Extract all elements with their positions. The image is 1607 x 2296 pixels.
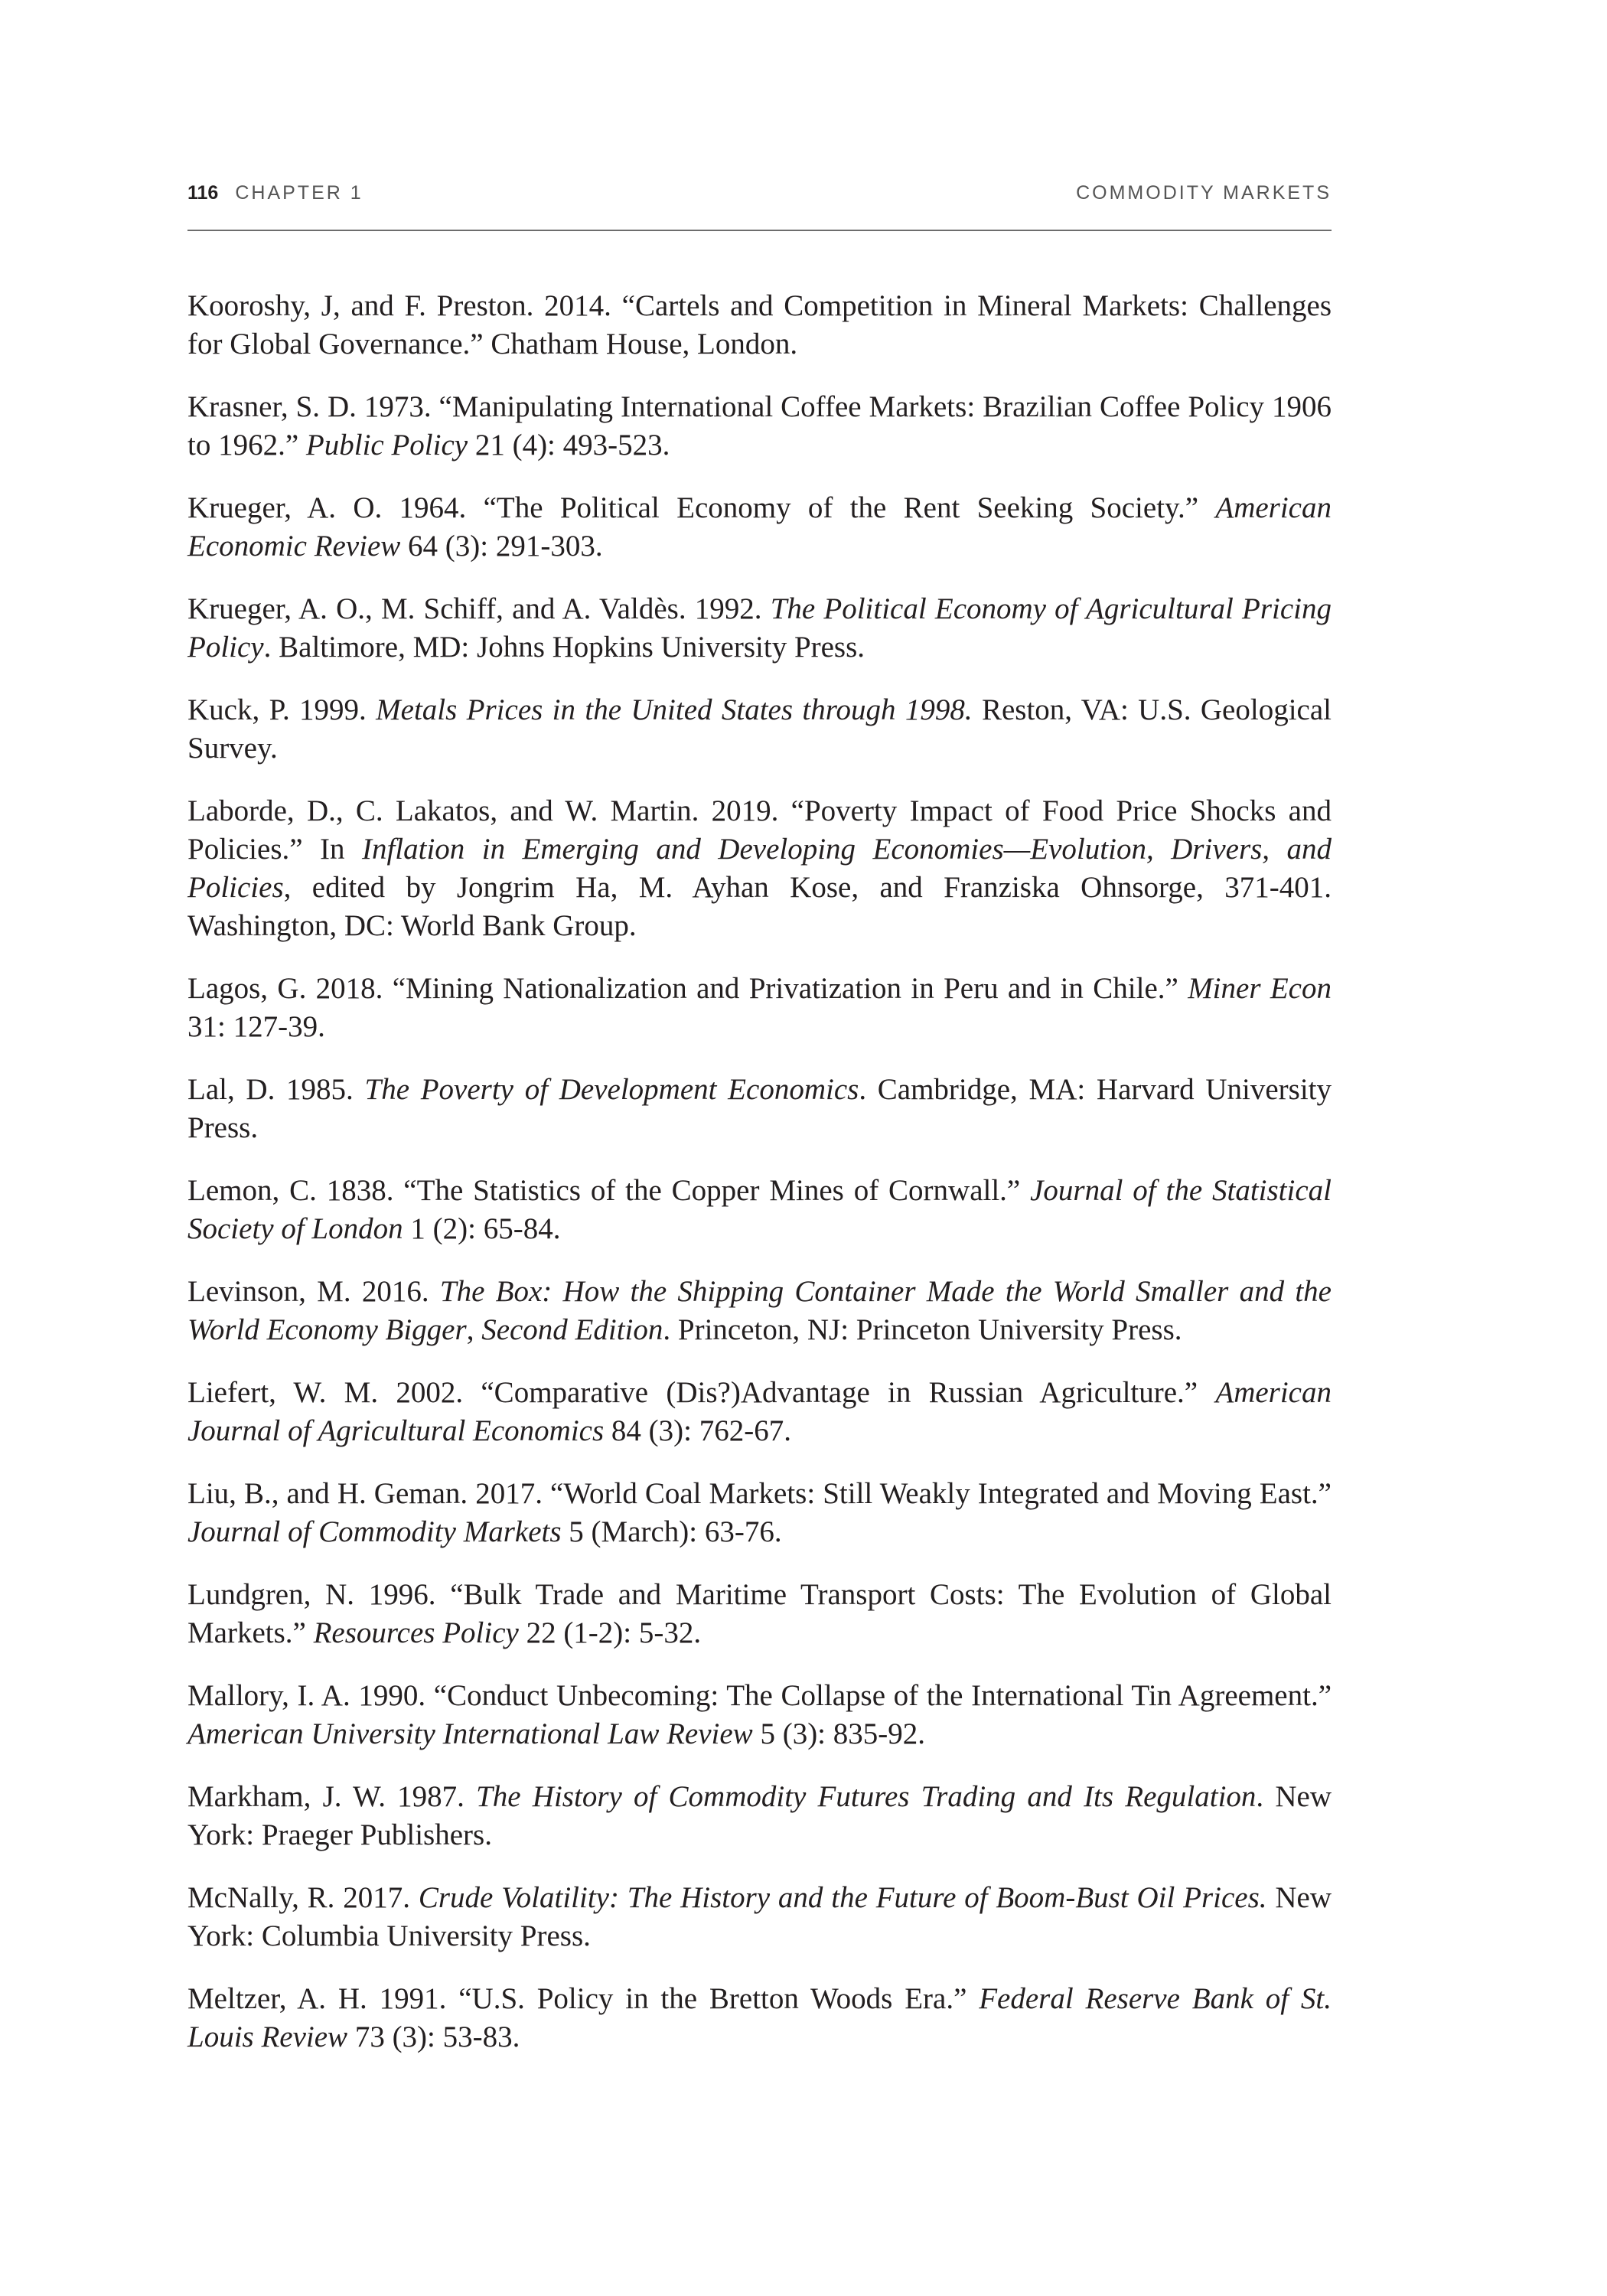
reference-title-italic: American Economic Review (187, 491, 1332, 563)
reference-text: , (466, 1313, 482, 1346)
reference-text: Meltzer, A. H. 1991. “U.S. Policy in the Bretton Woods Era.” (187, 1982, 980, 2015)
reference-text: . Cambridge, MA: Harvard University Press. (187, 1073, 1332, 1144)
reference-title-italic: Metals Prices in the United States through 1998. (376, 693, 973, 726)
reference-text: Lagos, G. 2018. “Mining Nationalization and Privatization in Peru and in Chile.” (187, 972, 1188, 1005)
reference-text: 31: 127-39. (187, 1010, 325, 1043)
reference-title-italic: Crude Volatility: The History and the Future of Boom-Bust Oil Prices. (418, 1881, 1267, 1914)
reference-list (187, 287, 1332, 2081)
reference-text: Levinson, M. 2016. (187, 1275, 440, 1308)
reference-text: New York: Columbia University Press. (187, 1881, 1332, 1952)
reference-entry (187, 1980, 1332, 2056)
section-title: COMMODITY MARKETS (1076, 182, 1332, 204)
chapter-label: CHAPTER 1 (235, 182, 363, 204)
reference-entry (187, 1879, 1332, 1955)
reference-title-italic: Public Policy (305, 429, 468, 461)
reference-text: , edited by Jongrim Ha, M. Ayhan Kose, and Franziska Ohnsorge, 371-401. Washington, DC: World Bank Group. (187, 871, 1332, 942)
reference-title-italic: The Political Economy of Agricultural Pricing Policy (187, 592, 1332, 664)
reference-text: Krueger, A. O. 1964. “The Political Economy of the Rent Seeking Society.” (187, 491, 1216, 524)
reference-title-italic: The Box: How the Shipping Container Made the World Smaller and the World Economy Bigger (187, 1275, 1332, 1346)
reference-text: Reston, VA: U.S. Geological Survey. (187, 693, 1332, 765)
reference-text: Krueger, A. O., M. Schiff, and A. Valdès. 1992. (187, 592, 771, 625)
reference-title-italic: Second Edition (481, 1313, 663, 1346)
reference-text: . Baltimore, MD: Johns Hopkins University Press. (263, 631, 865, 664)
reference-text: Liefert, W. M. 2002. “Comparative (Dis?)Advantage in Russian Agriculture.” (187, 1376, 1216, 1409)
reference-title-italic: Journal of the Statistical Society of London (187, 1174, 1332, 1245)
reference-entry (187, 1273, 1332, 1349)
reference-entry (187, 1576, 1332, 1652)
reference-text: Mallory, I. A. 1990. “Conduct Unbecoming: The Collapse of the International Tin Agreement.” (187, 1679, 1332, 1712)
reference-text: 64 (3): 291-303. (400, 530, 603, 563)
reference-text: 1 (2): 65-84. (403, 1212, 561, 1245)
reference-title-italic: Miner Econ (1188, 972, 1332, 1005)
reference-text: Liu, B., and H. Geman. 2017. “World Coal Markets: Still Weakly Integrated and Moving East.” (187, 1477, 1332, 1510)
reference-entry (187, 1071, 1332, 1147)
running-head (187, 182, 1332, 213)
reference-entry (187, 691, 1332, 768)
reference-entry (187, 1374, 1332, 1450)
reference-entry (187, 287, 1332, 364)
reference-title-italic: The History of Commodity Futures Trading and Its Regulation (476, 1780, 1257, 1813)
header-divider (187, 230, 1332, 231)
reference-text: Laborde, D., C. Lakatos, and W. Martin. 2019. “Poverty Impact of Food Price Shocks and Policies.” In (187, 794, 1332, 866)
reference-text: Kuck, P. 1999. (187, 693, 376, 726)
reference-text: 73 (3): 53-83. (347, 2020, 520, 2053)
reference-entry (187, 792, 1332, 945)
reference-entry (187, 970, 1332, 1046)
page-number: 116 (187, 182, 219, 204)
reference-text: Krasner, S. D. 1973. “Manipulating International Coffee Markets: Brazilian Coffee Policy 1906 to 1962.” (187, 390, 1332, 461)
reference-entry (187, 1778, 1332, 1854)
reference-text: Lundgren, N. 1996. “Bulk Trade and Maritime Transport Costs: The Evolution of Global Markets.” (187, 1578, 1332, 1649)
reference-title-italic: Federal Reserve Bank of St. Louis Review (187, 1982, 1332, 2053)
reference-entry (187, 1677, 1332, 1753)
reference-text: 84 (3): 762-67. (604, 1414, 791, 1447)
reference-text: . Princeton, NJ: Princeton University Press. (663, 1313, 1182, 1346)
reference-text: 5 (March): 63-76. (561, 1515, 782, 1548)
reference-text: Lemon, C. 1838. “The Statistics of the Copper Mines of Cornwall.” (187, 1174, 1031, 1207)
reference-title-italic: Journal of Commodity Markets (187, 1515, 562, 1548)
reference-entry (187, 489, 1332, 566)
reference-text: McNally, R. 2017. (187, 1881, 419, 1914)
reference-entry (187, 590, 1332, 667)
reference-text: Markham, J. W. 1987. (187, 1780, 477, 1813)
reference-text: Lal, D. 1985. (187, 1073, 365, 1106)
reference-title-italic: American Journal of Agricultural Economics (187, 1376, 1332, 1447)
reference-text: Kooroshy, J, and F. Preston. 2014. “Cartels and Competition in Mineral Markets: Challenges for Global Governance.” Chatham House, London. (187, 289, 1332, 360)
reference-entry (187, 1475, 1332, 1551)
reference-title-italic: Inflation in Emerging and Developing Economies—Evolution, Drivers, and Policies (187, 833, 1332, 904)
reference-title-italic: The Poverty of Development Economics (364, 1073, 859, 1106)
reference-text: 22 (1-2): 5-32. (518, 1616, 702, 1649)
reference-text: 5 (3): 835-92. (752, 1717, 926, 1750)
reference-text: 21 (4): 493-523. (468, 429, 670, 461)
reference-entry (187, 1172, 1332, 1248)
book-page (187, 0, 1332, 2296)
reference-entry (187, 388, 1332, 465)
reference-title-italic: Resources Policy (313, 1616, 519, 1649)
reference-text: . New York: Praeger Publishers. (187, 1780, 1332, 1851)
reference-title-italic: American University International Law Review (187, 1717, 753, 1750)
